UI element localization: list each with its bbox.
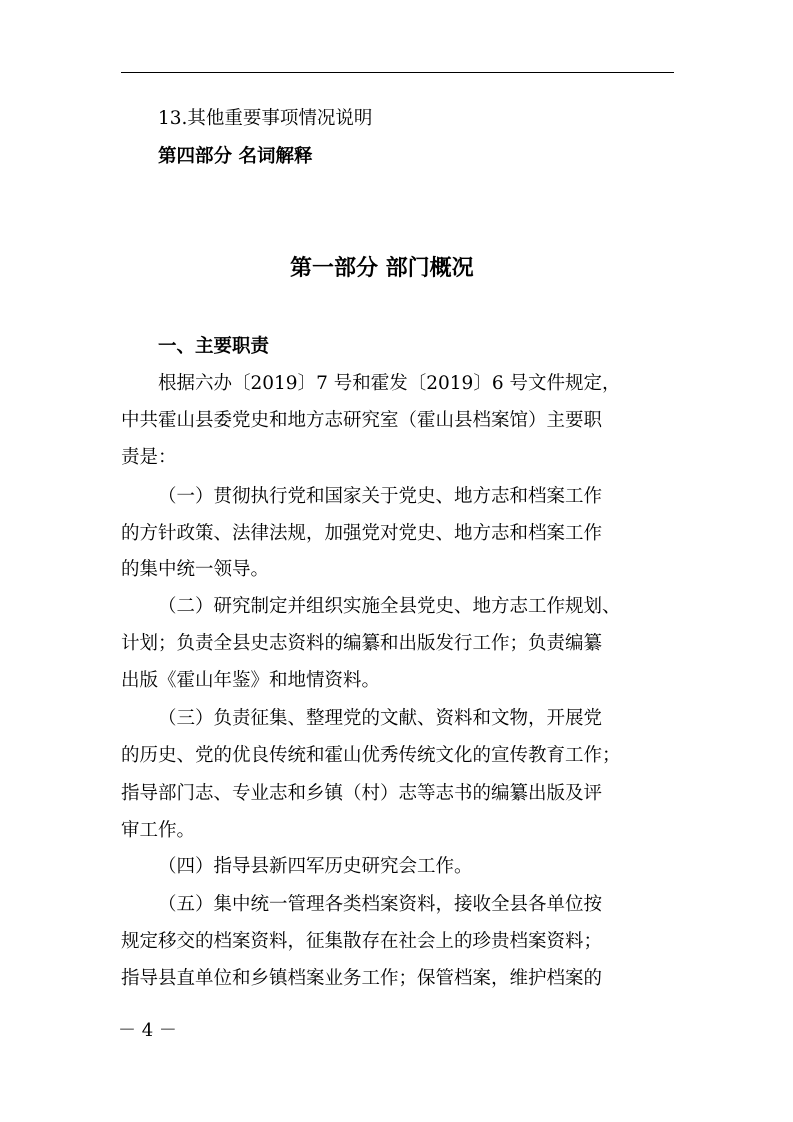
body-line: 责是： — [121, 447, 177, 468]
body-line: 审工作。 — [121, 820, 196, 841]
body-line: 指导部门志、专业志和乡镇（村）志等志书的编纂出版及评 — [121, 783, 603, 804]
body-line: 指导县直单位和乡镇档案业务工作；保管档案，维护档案的 — [121, 968, 603, 989]
page-number: － 4 － — [118, 1020, 177, 1041]
body-line: （五）集中统一管理各类档案资料，接收全县各单位按 — [158, 894, 603, 915]
body-line: （三）负责征集、整理党的文献、资料和文物，开展党 — [158, 708, 603, 729]
body-line: 规定移交的档案资料，征集散存在社会上的珍贵档案资料； — [121, 931, 603, 952]
body-line: 根据六办〔2019〕7 号和霍发〔2019〕6 号文件规定， — [158, 373, 621, 394]
toc-item-13: 13.其他重要事项情况说明 — [158, 108, 373, 129]
body-line: （四）指导县新四军历史研究会工作。 — [158, 856, 473, 877]
body-line: 的集中统一领导。 — [121, 559, 270, 580]
header-rule — [121, 72, 674, 73]
body-line: 计划；负责全县史志资料的编纂和出版发行工作；负责编纂 — [121, 633, 603, 654]
body-line: 的历史、党的优良传统和霍山优秀传统文化的宣传教育工作； — [121, 745, 621, 766]
body-line: （一）贯彻执行党和国家关于党史、地方志和档案工作 — [158, 486, 603, 507]
section-title: 第一部分 部门概况 — [290, 256, 474, 281]
body-line: （二）研究制定并组织实施全县党史、地方志工作规划、 — [158, 596, 621, 617]
body-line: 中共霍山县委党史和地方志研究室（霍山县档案馆）主要职 — [121, 410, 603, 431]
toc-part-4: 第四部分 名词解释 — [158, 146, 313, 167]
body-line: 的方针政策、法律法规，加强党对党史、地方志和档案工作 — [121, 523, 603, 544]
body-line: 出版《霍山年鉴》和地情资料。 — [121, 670, 381, 691]
section-heading: 一、主要职责 — [158, 336, 270, 357]
